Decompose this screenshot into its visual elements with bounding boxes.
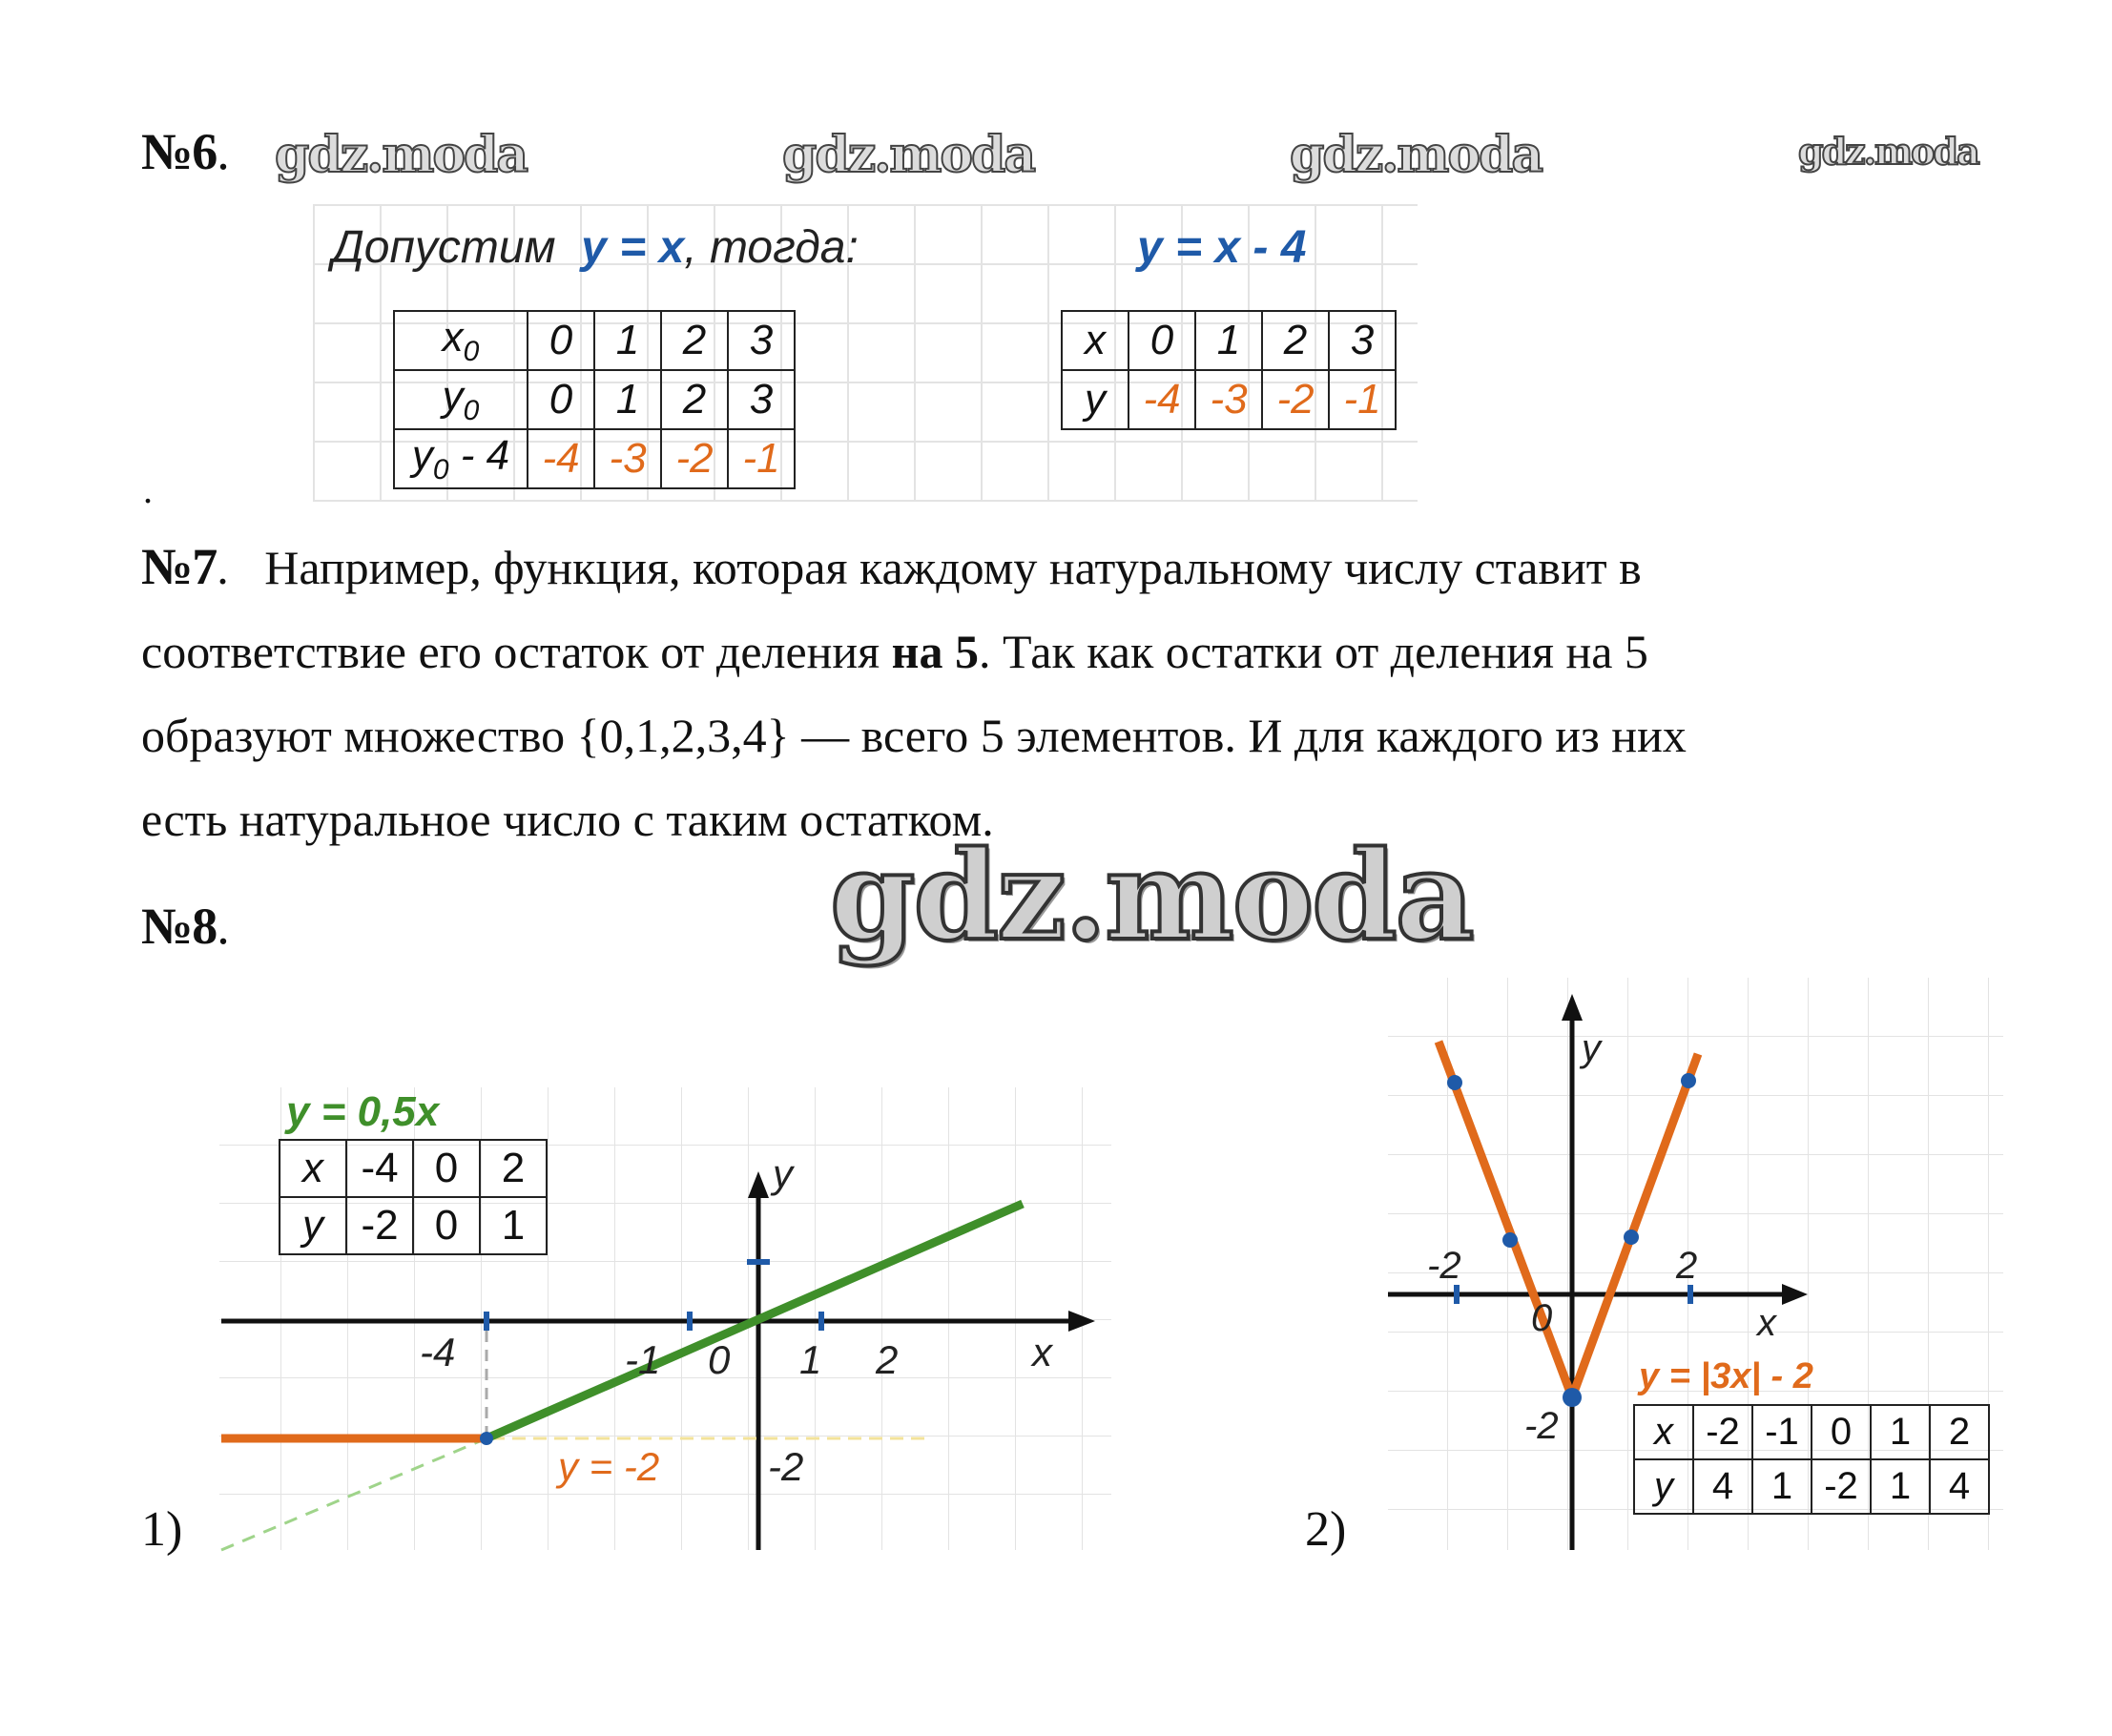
axis-label-y: y (773, 1151, 793, 1196)
table-x0-y0: $x_0$ 0 1 2 3 $y_0$ 0 1 2 3 $y_0 - 4$ -4 -3 -2 -1 (393, 310, 796, 489)
tick-label: -1 (625, 1337, 661, 1382)
point (1681, 1073, 1696, 1088)
tick-label: 2 (1676, 1245, 1698, 1287)
watermark: gdz.moda (1290, 126, 1543, 184)
graph-1-title: y = 0,5x (286, 1088, 440, 1135)
line-label-y-minus-2: y = -2 (558, 1444, 660, 1489)
table-y-0-5x: x -4 0 2 y -2 0 1 (279, 1139, 548, 1255)
axis-label-x: x (1032, 1330, 1052, 1374)
task-8-number: №8. (141, 898, 229, 955)
tick-label: -2 (768, 1444, 804, 1489)
table-abs-3x-minus-2: x -2 -1 0 1 2 y 4 1 -2 1 4 (1633, 1404, 1990, 1515)
tick-label: -2 (1524, 1405, 1559, 1447)
tick-label: 0 (1531, 1297, 1553, 1339)
axis-label-y: y (1582, 1027, 1601, 1069)
tick-label: 0 (708, 1337, 731, 1382)
equation-y-x-minus-4: y = x - 4 (1137, 222, 1307, 273)
point (1447, 1075, 1462, 1090)
watermark: gdz.moda (782, 126, 1035, 184)
graph-2-label: 2) (1305, 1502, 1347, 1557)
assume-text: Допустим y = x, тогда: (332, 222, 859, 273)
graph-1-label: 1) (141, 1502, 183, 1557)
row-label: $y_0$ (394, 370, 528, 429)
row-label: $y_0 - 4$ (394, 429, 528, 488)
tick-label: 2 (876, 1337, 899, 1382)
tick-label: -2 (1427, 1245, 1461, 1287)
task-7-text: №7. Например, функция, которая каждому натуральному числу ставит в соответствие его остаток от деления на 5. Так как остатки от деления на 5 образуют множество {0,1,2,3,4} — всего 5 элементов. И для каждого из них есть натуральное число с таким остатком. (141, 538, 1687, 846)
table-y-x-minus-4: x 0 1 2 3 y -4 -3 -2 -1 (1061, 310, 1397, 430)
stray-dot: . (143, 468, 153, 511)
point-minus-4-minus-2 (480, 1432, 493, 1445)
tick-label: -4 (420, 1330, 456, 1374)
point (1563, 1388, 1582, 1407)
point (1502, 1232, 1518, 1248)
task-6-number: №6. (141, 123, 229, 180)
task-7-number: №7 (141, 538, 217, 595)
row-label: $x_0$ (394, 311, 528, 370)
point (1624, 1230, 1639, 1245)
watermark: gdz.moda (275, 126, 528, 184)
axis-label-x: x (1757, 1302, 1776, 1344)
graph-2-title: y = |3x| - 2 (1639, 1356, 1813, 1396)
tick-label: 1 (799, 1337, 822, 1382)
watermark-large: gdz.moda (830, 825, 1473, 968)
watermark: gdz.moda (1798, 130, 1978, 173)
